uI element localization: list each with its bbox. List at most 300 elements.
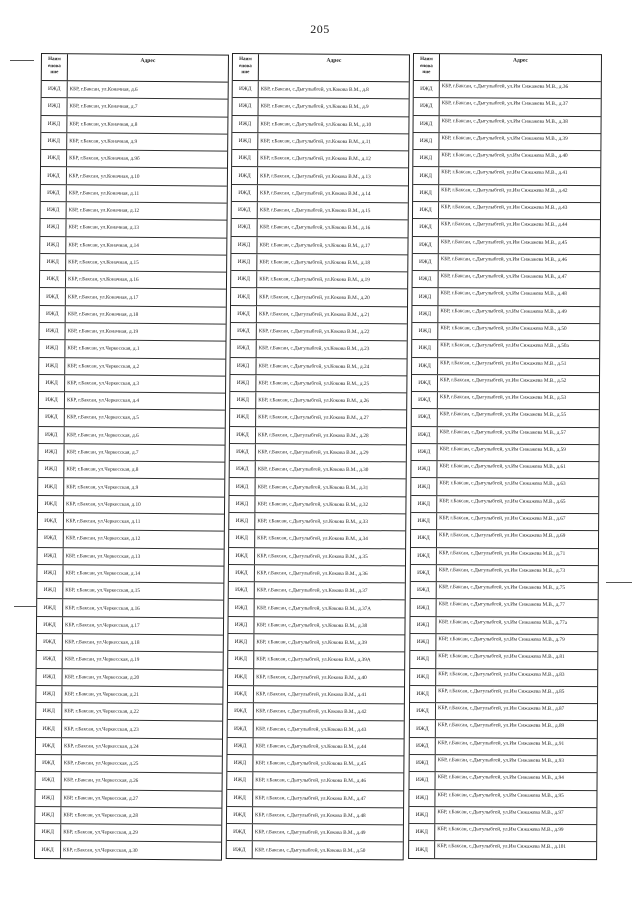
building-type: ИЖД bbox=[41, 202, 67, 219]
address-cell: КБР, г.Баксан, с.Дыгулыбгей, ул.Кокова В.М., д.19 bbox=[259, 276, 370, 284]
table-row bbox=[227, 790, 403, 809]
address-cell: КБР, г.Баксан, с.Дыгулыбгей, ул.Кокова В.М., д.31 bbox=[257, 483, 369, 491]
building-type: ИЖД bbox=[412, 444, 438, 460]
building-type: ИЖД bbox=[37, 582, 63, 599]
table-row bbox=[38, 444, 224, 463]
building-type: ИЖД bbox=[411, 599, 437, 615]
address-cell: КБР, г.Баксан, с.Дыгулыбгей, ул.Кокова В.М., д.26 bbox=[258, 397, 369, 405]
building-type: ИЖД bbox=[35, 807, 61, 824]
table-row bbox=[233, 81, 409, 100]
address-cell: КБР, г.Баксан, с.Дыгулыбгей, ул.Им Сижажева М.В., д.77 bbox=[438, 601, 565, 609]
table-row bbox=[414, 116, 601, 134]
building-type: ИЖД bbox=[228, 703, 254, 719]
address-cell: КБР, г.Баксан, с.Дыгулыбгей, ул.Кокова В.М., д.12 bbox=[260, 155, 371, 163]
table-row bbox=[40, 271, 226, 290]
address-cell: КБР, г.Баксан, с.Дыгулыбгей, ул.Им Сижажева М.В., д.99 bbox=[437, 826, 564, 834]
building-type: ИЖД bbox=[230, 357, 256, 373]
table-row bbox=[230, 461, 406, 480]
building-type: ИЖД bbox=[231, 237, 257, 253]
building-type: ИЖД bbox=[40, 237, 66, 254]
address-cell: КБР, г.Баксан, с.Дыгулыбгей, ул.Им Сижажева М.В., д.77а bbox=[438, 618, 568, 626]
address-cell: КБР, г.Баксан, ул.Черкесская, д.28 bbox=[63, 812, 138, 819]
address-cell: КБР, г.Баксан, ул.Черкесская, д.3 bbox=[67, 380, 140, 387]
address-cell: КБР, г.Баксан, с.Дыгулыбгей, ул.Им Сижажева М.В., д.49 bbox=[440, 307, 567, 315]
building-type: ИЖД bbox=[230, 427, 256, 443]
table-row bbox=[230, 375, 406, 394]
building-type: ИЖД bbox=[37, 651, 63, 668]
table-row bbox=[41, 202, 227, 221]
address-cell: КБР, г.Баксан, с.Дыгулыбгей, ул.Кокова В.М., д.23 bbox=[258, 345, 370, 353]
address-cell: КБР, г.Баксан, с.Дыгулыбгей, ул.Им Сижажева М.В., д.42 bbox=[441, 186, 568, 194]
address-cell: КБР, г.Баксан, с.Дыгулыбгей, ул.Им Сижажева М.В., д.53 bbox=[439, 394, 567, 402]
address-cell: КБР, г.Баксан, с.Дыгулыбгей, ул.Им Сижажева М.В., д.52 bbox=[439, 376, 567, 384]
table-row bbox=[410, 703, 597, 721]
address-cell: КБР, г.Баксан, с.Дыгулыбгей, ул.Кокова В.М., д.8 bbox=[260, 86, 369, 94]
address-cell: КБР, г.Баксан, с.Дыгулыбгей, ул.Кокова В.М., д.10 bbox=[260, 120, 372, 128]
address-table-right bbox=[408, 53, 602, 860]
table-row bbox=[36, 686, 222, 705]
building-type: ИЖД bbox=[40, 254, 66, 271]
address-cell: КБР, г.Баксан, ул.Черкесская, д.30 bbox=[63, 846, 138, 854]
table-row bbox=[35, 824, 221, 843]
table-row bbox=[230, 444, 406, 463]
building-type: ИЖД bbox=[410, 738, 436, 754]
building-type: ИЖД bbox=[38, 444, 64, 461]
table-row bbox=[231, 271, 407, 290]
address-cell: КБР, г.Баксан, ул.Черкесская, д.24 bbox=[63, 743, 139, 750]
address-cell: КБР, г.Баксан, с.Дыгулыбгей, ул.Кокова В.М., д.42 bbox=[255, 708, 367, 716]
building-type: ИЖД bbox=[410, 703, 436, 719]
building-type: ИЖД bbox=[38, 478, 64, 495]
building-type: ИЖД bbox=[37, 634, 63, 651]
address-cell: КБР, г.Баксан, с.Дыгулыбгей, ул.Им Сижажева М.В., д.41 bbox=[441, 169, 568, 177]
address-cell: КБР, г.Баксан, ул.Черкесская, д.27 bbox=[63, 794, 139, 802]
table-row bbox=[227, 772, 403, 791]
address-cell: КБР, г.Баксан, с.Дыгулыбгей, ул.Им Сижажева М.В., д.65 bbox=[439, 497, 566, 505]
table-row bbox=[37, 599, 223, 618]
table-row bbox=[413, 167, 600, 185]
header-type-line: енова bbox=[48, 63, 61, 69]
building-type: ИЖД bbox=[35, 790, 61, 807]
building-type: ИЖД bbox=[229, 548, 255, 564]
building-type: ИЖД bbox=[41, 98, 67, 115]
building-type: ИЖД bbox=[228, 720, 254, 736]
building-type: ИЖД bbox=[37, 565, 63, 582]
address-cell: КБР, г.Баксан, с.Дыгулыбгей, ул.Им Сижажева М.В., д.37 bbox=[441, 100, 568, 108]
building-type: ИЖД bbox=[413, 271, 439, 287]
address-cell: КБР, г.Баксан, с.Дыгулыбгей, ул.Кокова В.М., д.38 bbox=[256, 622, 368, 629]
table-row bbox=[229, 582, 405, 601]
address-cell: КБР, г.Баксан, ул.Коначная, д.9 bbox=[69, 138, 138, 145]
table-row bbox=[410, 651, 597, 669]
table-row bbox=[41, 167, 227, 186]
building-type: ИЖД bbox=[232, 219, 258, 235]
table-row bbox=[41, 185, 227, 204]
building-type: ИЖД bbox=[229, 582, 255, 598]
address-cell: КБР, г.Баксан, с.Дыгулыбгей, ул.Им Сижажева М.В., д.40 bbox=[441, 152, 568, 160]
building-type: ИЖД bbox=[231, 306, 257, 322]
building-type: ИЖД bbox=[41, 167, 67, 184]
scan-mark-left-lower bbox=[14, 606, 36, 607]
header-type bbox=[233, 54, 259, 80]
building-type: ИЖД bbox=[41, 133, 67, 150]
building-type: ИЖД bbox=[409, 824, 435, 840]
address-cell: КБР, г.Баксан, ул.Черкесская, д.16 bbox=[65, 604, 140, 612]
building-type: ИЖД bbox=[412, 340, 438, 356]
table-row bbox=[413, 271, 600, 289]
table-row bbox=[39, 392, 225, 411]
address-cell: КБР, г.Баксан, ул.Черкесская, д.18 bbox=[64, 639, 140, 647]
address-cell: КБР, г.Баксан, с.Дыгулыбгей, ул.Кокова В.М., д.44 bbox=[255, 743, 367, 750]
address-cell: КБР, г.Баксан, с.Дыгулыбгей, ул.Им Сижажева М.В., д.38 bbox=[441, 117, 568, 125]
table-row bbox=[231, 306, 407, 325]
table-row bbox=[412, 323, 599, 341]
address-cell: КБР, г.Баксан, с.Дыгулыбгей, ул.Кокова В.М., д.30 bbox=[257, 466, 369, 474]
address-cell: КБР, г.Баксан, с.Дыгулыбгей, ул.Им Сижажева М.В., д.47 bbox=[440, 273, 567, 281]
table-row bbox=[413, 237, 600, 255]
building-type: ИЖД bbox=[39, 340, 65, 357]
address-cell: КБР, г.Баксан, с.Дыгулыбгей, ул.Им Сижажева М.В., д.45 bbox=[440, 238, 568, 246]
table-row bbox=[409, 807, 596, 825]
building-type: ИЖД bbox=[232, 167, 258, 183]
address-cell: КБР, г.Баксан, с.Дыгулыбгей, ул.Им Сижажева М.В., д.57 bbox=[439, 428, 566, 436]
address-cell: КБР, г.Баксан, ул.Черкесская, д.14 bbox=[65, 570, 141, 577]
table-row bbox=[231, 254, 407, 273]
table-row bbox=[412, 409, 599, 427]
address-cell: КБР, г.Баксан, с.Дыгулыбгей, ул.Им Сижажева М.В., д.39 bbox=[441, 135, 568, 142]
address-cell: КБР, г.Баксан, с.Дыгулыбгей, ул.Кокова В.М., д.46 bbox=[255, 777, 366, 785]
address-cell: КБР, г.Баксан, с.Дыгулыбгей, ул.Кокова В.М., д.35 bbox=[257, 552, 368, 560]
table-row bbox=[39, 323, 225, 342]
building-type: ИЖД bbox=[414, 116, 440, 132]
address-cell: КБР, г.Баксан, с.Дыгулыбгей, ул.Кокова В.М., д.43 bbox=[255, 725, 367, 733]
address-cell: КБР, г.Баксан, ул.Черкесская, д.21 bbox=[64, 691, 140, 698]
table-row bbox=[42, 81, 228, 100]
address-cell: КБР, г.Баксан, ул.Черкесская, д.8 bbox=[66, 466, 139, 474]
building-type: ИЖД bbox=[413, 202, 439, 218]
table-row bbox=[414, 98, 601, 116]
building-type: ИЖД bbox=[231, 340, 257, 356]
address-cell: КБР, г.Баксан, с.Дыгулыбгей, ул.Кокова В.М., д.21 bbox=[258, 311, 370, 318]
address-cell: КБР, г.Баксан, с.Дыгулыбгей, ул.Кокова В.М., д.32 bbox=[257, 501, 369, 508]
table-row bbox=[41, 116, 227, 135]
address-cell: КБР, г.Баксан, с.Дыгулыбгей, ул.Им Сижажева М.В., д.63 bbox=[439, 480, 566, 488]
address-cell: КБР, г.Баксан, с.Дыгулыбгей, ул.Им Сижажева М.В., д.50 bbox=[440, 325, 567, 332]
building-type: ИЖД bbox=[411, 461, 437, 477]
address-cell: КБР, г.Баксан, ул.Черкесская, д.25 bbox=[63, 760, 139, 767]
table-row bbox=[36, 738, 222, 757]
address-cell: КБР, г.Баксан, ул.Черкесская, д.22 bbox=[64, 708, 139, 716]
building-type: ИЖД bbox=[411, 496, 437, 512]
building-type: ИЖД bbox=[229, 513, 255, 529]
building-type: ИЖД bbox=[38, 496, 64, 513]
address-cell: КБР, г.Баксан, ул.Коначная, д.18 bbox=[67, 311, 139, 318]
table-row bbox=[229, 513, 405, 532]
building-type: ИЖД bbox=[232, 202, 258, 218]
table-row bbox=[40, 306, 226, 325]
table-row bbox=[38, 478, 224, 497]
table-row bbox=[35, 790, 221, 809]
building-type: ИЖД bbox=[412, 288, 438, 304]
building-type: ИЖД bbox=[230, 375, 256, 391]
table-row bbox=[232, 150, 408, 169]
address-cell: КБР, г.Баксан, ул.Черкесская, д.23 bbox=[64, 725, 139, 733]
table-row bbox=[39, 427, 225, 446]
address-cell: КБР, г.Баксан, с.Дыгулыбгей, ул.Кокова В.М., д.47 bbox=[255, 794, 366, 802]
address-cell: КБР, г.Баксан, с.Дыгулыбгей, ул.Кокова В.М., д.24 bbox=[258, 362, 370, 370]
building-type: ИЖД bbox=[39, 375, 65, 392]
address-cell: КБР, г.Баксан, с.Дыгулыбгей, ул.Им Сижажева М.В., д.46 bbox=[440, 255, 568, 263]
table-row bbox=[41, 98, 227, 117]
table-row bbox=[37, 582, 223, 601]
building-type: ИЖД bbox=[413, 185, 439, 201]
scan-mark-left bbox=[10, 60, 34, 61]
table-row bbox=[41, 133, 227, 152]
address-cell: КБР, г.Баксан, с.Дыгулыбгей, ул.Кокова В.М., д.33 bbox=[257, 518, 368, 526]
address-cell: КБР, г.Баксан, с.Дыгулыбгей, ул.Им Сижажева М.В., д.75 bbox=[438, 584, 566, 592]
building-type: ИЖД bbox=[228, 634, 254, 650]
building-type: ИЖД bbox=[228, 651, 254, 667]
table-row bbox=[412, 427, 599, 445]
table-row bbox=[413, 150, 600, 168]
building-type: ИЖД bbox=[228, 617, 254, 633]
address-cell: КБР, г.Баксан, с.Дыгулыбгей, ул.Им Сижажева М.В., д.89 bbox=[437, 722, 565, 730]
building-type: ИЖД bbox=[38, 513, 64, 530]
table-row bbox=[38, 530, 224, 549]
table-row bbox=[413, 254, 600, 272]
address-cell: КБР, г.Баксан, ул.Коначная, д.12 bbox=[68, 207, 140, 214]
address-cell: КБР, г.Баксан, с.Дыгулыбгей, ул.Кокова В.М., д.11 bbox=[260, 138, 371, 146]
address-cell: КБР, г.Баксан, ул.Коначная, д.16 bbox=[67, 276, 139, 284]
table-row bbox=[411, 478, 598, 496]
address-cell: КБР, г.Баксан, с.Дыгулыбгей, ул.Кокова В.М., д.48 bbox=[254, 812, 366, 820]
address-cell: КБР, г.Баксан, с.Дыгулыбгей, ул.Им Сижажева М.В., д.101 bbox=[437, 843, 567, 851]
building-type: ИЖД bbox=[35, 824, 61, 841]
building-type: ИЖД bbox=[410, 651, 436, 667]
address-cell: КБР, г.Баксан, ул.Черкесская, д.20 bbox=[64, 673, 140, 681]
building-type: ИЖД bbox=[229, 530, 255, 546]
address-cell: КБР, г.Баксан, ул.Коначная, д.11 bbox=[68, 190, 140, 197]
header-address: Адрес bbox=[140, 57, 156, 64]
table-row bbox=[40, 237, 226, 256]
table-row bbox=[232, 116, 408, 135]
table-row bbox=[413, 133, 600, 151]
table-row bbox=[230, 478, 406, 497]
table-row bbox=[35, 841, 221, 859]
building-type: ИЖД bbox=[413, 133, 439, 149]
building-type: ИЖД bbox=[36, 669, 62, 686]
table-row bbox=[411, 548, 598, 566]
table-row bbox=[36, 772, 222, 791]
address-cell: КБР, г.Баксан, с.Дыгулыбгей, ул.Им Сижажева М.В., д.69 bbox=[439, 532, 566, 540]
table-row bbox=[230, 392, 406, 411]
address-cell: КБР, г.Баксан, с.Дыгулыбгей, ул.Кокова В.М., д.39А bbox=[256, 656, 371, 664]
page-number: 205 bbox=[310, 22, 330, 36]
table-row bbox=[232, 133, 408, 152]
address-cell: КБР, г.Баксан, с.Дыгулыбгей, ул.Кокова В.М., д.15 bbox=[259, 207, 371, 215]
header-type-line: Наим bbox=[48, 57, 61, 63]
table-row bbox=[231, 340, 407, 359]
table-row bbox=[412, 375, 599, 393]
building-type: ИЖД bbox=[231, 288, 257, 304]
table-row bbox=[37, 565, 223, 584]
address-cell: КБР, г.Баксан, ул.Коначная, д.6 bbox=[69, 86, 138, 93]
address-cell: КБР, г.Баксан, с.Дыгулыбгей, ул.Кокова В.М., д.9 bbox=[260, 103, 369, 111]
table-row bbox=[410, 720, 597, 738]
address-cell: КБР, г.Баксан, с.Дыгулыбгей, ул.Им Сижажева М.В., д.55 bbox=[439, 411, 567, 419]
table-row bbox=[233, 98, 409, 117]
address-cell: КБР, г.Баксан, с.Дыгулыбгей, ул.Им Сижажева М.В., д.44 bbox=[440, 221, 568, 229]
building-type: ИЖД bbox=[230, 461, 256, 477]
building-type: ИЖД bbox=[232, 133, 258, 149]
address-cell: КБР, г.Баксан, ул.Коначная, д.7 bbox=[69, 103, 138, 111]
address-cell: КБР, г.Баксан, с.Дыгулыбгей, ул.Кокова В.М., д.50 bbox=[254, 846, 366, 854]
table-row bbox=[411, 496, 598, 514]
address-cell: КБР, г.Баксан, с.Дыгулыбгей, ул.Кокова В.М., д.39 bbox=[256, 639, 368, 647]
header-address: Адрес bbox=[513, 57, 528, 64]
address-cell: КБР, г.Баксан, с.Дыгулыбгей, ул.Кокова В.М., д.22 bbox=[258, 328, 370, 336]
address-cell: КБР, г.Баксан, ул.Коначная, д.17 bbox=[67, 293, 139, 301]
table-row bbox=[232, 185, 408, 204]
building-type: ИЖД bbox=[40, 271, 66, 288]
building-type: ИЖД bbox=[409, 790, 435, 806]
table-row bbox=[227, 807, 403, 826]
address-cell: КБР, г.Баксан, ул.Черкесская, д.29 bbox=[63, 829, 138, 837]
table-row bbox=[38, 461, 224, 480]
building-type: ИЖД bbox=[230, 392, 256, 408]
table-row bbox=[39, 409, 225, 428]
address-cell: КБР, г.Баксан, ул.Коначная, д.13 bbox=[68, 224, 140, 232]
address-cell: КБР, г.Баксан, ул.Черкесская, д.13 bbox=[65, 552, 141, 560]
address-cell: КБР, г.Баксан, с.Дыгулыбгей, ул.Кокова В.М., д.25 bbox=[258, 380, 370, 388]
table-row bbox=[412, 358, 599, 376]
header-type bbox=[42, 54, 68, 80]
building-type: ИЖД bbox=[413, 254, 439, 270]
address-cell: КБР, г.Баксан, с.Дыгулыбгей, ул.Кокова В.М., д.34 bbox=[257, 535, 368, 543]
building-type: ИЖД bbox=[410, 634, 436, 650]
building-type: ИЖД bbox=[231, 254, 257, 270]
table-row bbox=[39, 375, 225, 394]
building-type: ИЖД bbox=[41, 150, 67, 167]
table-row bbox=[230, 409, 406, 428]
table-row bbox=[232, 167, 408, 186]
building-type: ИЖД bbox=[232, 185, 258, 201]
table-row bbox=[409, 790, 596, 808]
building-type: ИЖД bbox=[36, 772, 62, 789]
address-cell: КБР, г.Баксан, с.Дыгулыбгей, ул.Кокова В.М., д.36 bbox=[256, 570, 368, 578]
address-cell: КБР, г.Баксан, с.Дыгулыбгей, ул.Им Сижажева М.В., д.43 bbox=[441, 204, 568, 211]
building-type: ИЖД bbox=[411, 513, 437, 529]
address-cell: КБР, г.Баксан, с.Дыгулыбгей, ул.Кокова В.М., д.27 bbox=[258, 414, 369, 422]
building-type: ИЖД bbox=[41, 116, 67, 133]
address-table-middle bbox=[226, 53, 410, 860]
building-type: ИЖД bbox=[410, 686, 436, 702]
building-type: ИЖД bbox=[42, 81, 68, 98]
address-cell: КБР, г.Баксан, ул.Черкесская, д.19 bbox=[64, 656, 140, 664]
table-row bbox=[228, 617, 404, 636]
header-address: Адрес bbox=[326, 57, 342, 64]
table-row bbox=[231, 237, 407, 256]
scan-mark-right bbox=[606, 582, 632, 583]
building-type: ИЖД bbox=[231, 323, 257, 339]
table-row bbox=[229, 496, 405, 515]
building-type: ИЖД bbox=[230, 409, 256, 425]
address-cell: КБР, г.Баксан, с.Дыгулыбгей, ул.Им Сижажева М.В., д.67 bbox=[439, 515, 566, 522]
table-row bbox=[227, 755, 403, 774]
building-type: ИЖД bbox=[227, 824, 253, 840]
building-type: ИЖД bbox=[412, 409, 438, 425]
address-cell: КБР, г.Баксан, ул.Черкесская, д.2 bbox=[67, 362, 140, 370]
building-type: ИЖД bbox=[41, 185, 67, 202]
address-cell: КБР, г.Баксан, ул.Черкесская, д.17 bbox=[64, 622, 140, 629]
address-cell: КБР, г.Баксан, с.Дыгулыбгей, ул.Кокова В.М., д.18 bbox=[259, 259, 371, 267]
table-row bbox=[38, 496, 224, 515]
building-type: ИЖД bbox=[40, 323, 66, 340]
building-type: ИЖД bbox=[410, 772, 436, 788]
building-type: ИЖД bbox=[410, 669, 436, 685]
table-row bbox=[228, 703, 404, 722]
building-type: ИЖД bbox=[36, 686, 62, 703]
building-type: ИЖД bbox=[411, 530, 437, 546]
building-type: ИЖД bbox=[412, 323, 438, 339]
table-row bbox=[410, 772, 597, 790]
building-type: ИЖД bbox=[227, 807, 253, 823]
building-type: ИЖД bbox=[411, 582, 437, 598]
address-cell: КБР, г.Баксан, с.Дыгулыбгей, ул.Кокова В.М., д.41 bbox=[255, 691, 367, 699]
building-type: ИЖД bbox=[412, 427, 438, 443]
building-type: ИЖД bbox=[40, 306, 66, 323]
address-cell: КБР, г.Баксан, с.Дыгулыбгей, ул.Им Сижажева М.В., д.36 bbox=[441, 83, 569, 90]
table-row bbox=[411, 582, 598, 600]
table-row bbox=[227, 824, 403, 843]
building-type: ИЖД bbox=[228, 686, 254, 702]
address-cell: КБР, г.Баксан, ул.Коначная, д.9б bbox=[69, 155, 140, 163]
building-type: ИЖД bbox=[38, 548, 64, 565]
table-row bbox=[410, 738, 597, 756]
address-cell: КБР, г.Баксан, с.Дыгулыбгей, ул.Кокова В.М., д.28 bbox=[257, 431, 369, 439]
building-type: ИЖД bbox=[230, 444, 256, 460]
address-cell: КБР, г.Баксан, ул.Коначная, д.10 bbox=[68, 172, 140, 180]
building-type: ИЖД bbox=[233, 81, 259, 97]
table-row bbox=[227, 738, 403, 757]
table-row bbox=[228, 634, 404, 653]
address-cell: КБР, г.Баксан, с.Дыгулыбгей, ул.Им Сижажева М.В., д.85 bbox=[438, 688, 565, 695]
building-type: ИЖД bbox=[36, 703, 62, 720]
building-type: ИЖД bbox=[35, 841, 61, 858]
table-row bbox=[35, 807, 221, 826]
address-cell: КБР, г.Баксан, с.Дыгулыбгей, ул.Им Сижажева М.В., д.73 bbox=[438, 567, 566, 574]
header-type-line: ние bbox=[241, 70, 250, 76]
building-type: ИЖД bbox=[409, 807, 435, 823]
address-cell: КБР, г.Баксан, с.Дыгулыбгей, ул.Кокова В.М., д.37А bbox=[256, 604, 372, 612]
table-row bbox=[229, 599, 405, 618]
table-row bbox=[411, 599, 598, 617]
table-row bbox=[39, 357, 225, 376]
header-type-line: ние bbox=[422, 70, 431, 76]
table-row bbox=[410, 755, 597, 773]
table-row bbox=[40, 219, 226, 238]
address-cell: КБР, г.Баксан, с.Дыгулыбгей, ул.Им Сижажева М.В., д.94 bbox=[437, 774, 564, 782]
address-cell: КБР, г.Баксан, ул.Черкесская, д.1 bbox=[67, 345, 140, 353]
building-type: ИЖД bbox=[409, 841, 435, 857]
building-type: ИЖД bbox=[227, 738, 253, 754]
address-cell: КБР, г.Баксан, с.Дыгулыбгей, ул.Кокова В.М., д.17 bbox=[259, 241, 371, 249]
table-row bbox=[37, 617, 223, 636]
table-row bbox=[36, 755, 222, 774]
address-cell: КБР, г.Баксан, ул.Черкесская, д.10 bbox=[66, 501, 141, 508]
address-cell: КБР, г.Баксан, с.Дыгулыбгей, ул.Им Сижажева М.В., д.83 bbox=[438, 670, 565, 678]
header-type-line: Наим bbox=[420, 57, 433, 63]
